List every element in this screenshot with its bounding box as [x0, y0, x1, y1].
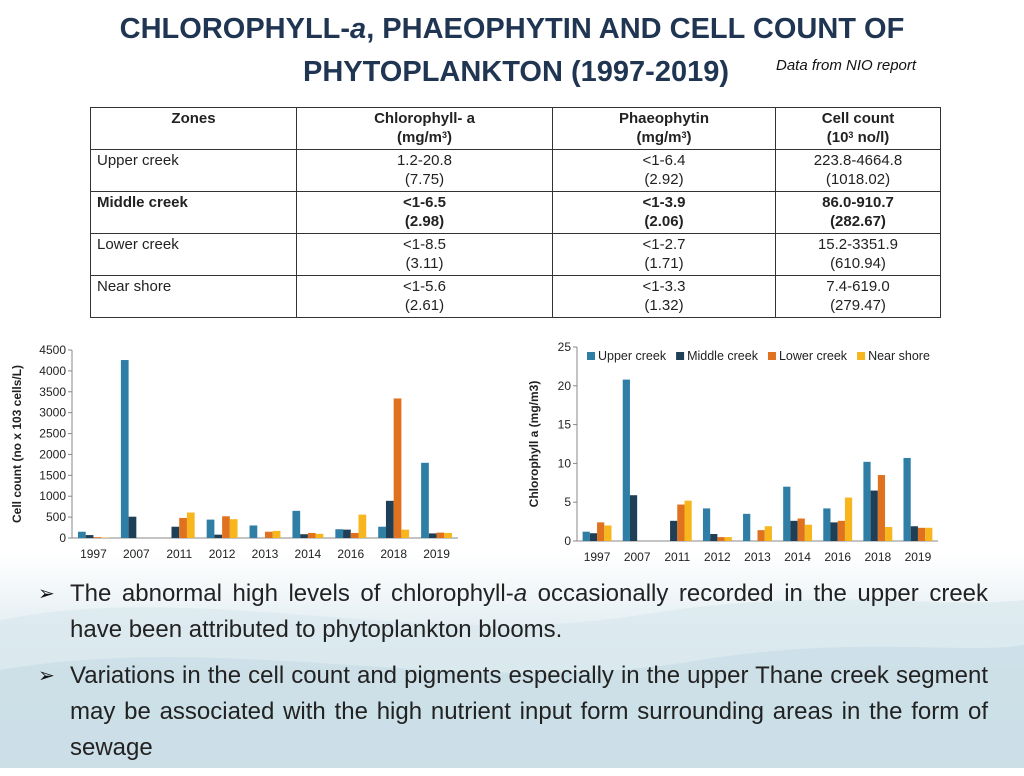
header-cell-count: Cell count ($10^3$ no/l): [776, 108, 941, 150]
y-tick-label: 2500: [39, 427, 66, 441]
bar-upper-2019: [904, 458, 911, 541]
bar-upper-2018: [863, 462, 870, 541]
x-tick-label: 2014: [784, 550, 811, 564]
phaeophytin-cell: <1-3.9 (2.06): [553, 192, 776, 234]
phaeophytin-cell: <1-2.7 (1.71): [553, 234, 776, 276]
zone-cell: Near shore: [91, 276, 297, 318]
bullet-list: [38, 576, 988, 776]
bar-upper-1997: [583, 532, 590, 541]
table-row: [91, 150, 941, 192]
y-tick-label: 25: [558, 340, 572, 354]
bar-near-2019: [925, 528, 932, 541]
x-tick-label: 2016: [337, 547, 364, 561]
x-tick-label: 2007: [123, 547, 150, 561]
bar-upper-2012: [703, 508, 710, 541]
legend-swatch-lower: [768, 352, 776, 360]
bar-lower-2014: [798, 518, 805, 541]
bar-middle-2012: [710, 534, 717, 541]
bar-lower-1997: [597, 522, 604, 541]
bar-middle-2018: [386, 501, 394, 538]
legend-swatch-upper: [587, 352, 595, 360]
chlorophyll-cell: <1-5.6 (2.61): [297, 276, 553, 318]
bar-lower-2012: [222, 516, 230, 538]
bar-upper-2013: [250, 525, 258, 538]
y-tick-label: 20: [558, 379, 572, 393]
bar-upper-1997: [78, 532, 86, 538]
bar-upper-2016: [823, 508, 830, 541]
bar-lower-2011: [179, 518, 187, 538]
legend-swatch-near: [857, 352, 865, 360]
y-tick-label: 10: [558, 456, 572, 470]
x-tick-label: 2019: [905, 550, 932, 564]
zone-cell: Middle creek: [91, 192, 297, 234]
bar-upper-2014: [783, 487, 790, 541]
y-tick-label: 3500: [39, 385, 66, 399]
x-tick-label: 2012: [704, 550, 731, 564]
title-line-1: CHLOROPHYLL-a, PHAEOPHYTIN AND CELL COUNT OF: [0, 8, 1024, 51]
y-tick-label: 500: [46, 510, 66, 524]
bar-middle-1997: [590, 533, 597, 541]
bar-middle-2019: [911, 526, 918, 541]
x-tick-label: 2013: [744, 550, 771, 564]
x-tick-label: 2019: [423, 547, 450, 561]
legend-label-near: Near shore: [868, 349, 930, 363]
bar-near-2016: [845, 498, 852, 541]
y-tick-label: 1000: [39, 489, 66, 503]
bar-lower-2013: [265, 532, 273, 538]
bar-near-2013: [765, 526, 772, 541]
y-tick-label: 4000: [39, 364, 66, 378]
bar-lower-2019: [918, 528, 925, 541]
bar-middle-2016: [831, 522, 838, 541]
bar-middle-2016: [343, 530, 351, 538]
bar-middle-2011: [670, 521, 677, 541]
bar-upper-2013: [743, 514, 750, 541]
bar-upper-2007: [623, 380, 630, 541]
y-tick-label: 0: [59, 531, 66, 545]
cell-count-cell: 15.2-3351.9 (610.94): [776, 234, 941, 276]
y-tick-label: 2000: [39, 447, 66, 461]
header-zones: Zones: [91, 108, 297, 150]
y-tick-label: 3000: [39, 406, 66, 420]
bar-near-2018: [885, 527, 892, 541]
y-axis-label: Chlorophyll a (mg/m3): [527, 381, 541, 508]
y-tick-label: 1500: [39, 468, 66, 482]
cell-count-chart: [0, 330, 470, 570]
y-tick-label: 4500: [39, 343, 66, 357]
title-line-2: PHYTOPLANKTON (1997-2019): [0, 51, 1024, 94]
x-tick-label: 2018: [864, 550, 891, 564]
cell-count-cell: 86.0-910.7 (282.67): [776, 192, 941, 234]
x-tick-label: 2011: [664, 550, 690, 564]
bar-near-2014: [805, 525, 812, 541]
x-tick-label: 2018: [380, 547, 407, 561]
bar-near-2016: [358, 515, 366, 538]
x-tick-label: 2011: [166, 547, 192, 561]
chlorophyll-cell: 1.2-20.8 (7.75): [297, 150, 553, 192]
phaeophytin-cell: <1-6.4 (2.92): [553, 150, 776, 192]
y-tick-label: 5: [564, 495, 571, 509]
x-tick-label: 2012: [209, 547, 236, 561]
chlorophyll-cell: <1-6.5 (2.98): [297, 192, 553, 234]
bar-lower-2014: [308, 533, 316, 538]
cell-count-cell: 7.4-619.0 (279.47): [776, 276, 941, 318]
x-tick-label: 2013: [252, 547, 279, 561]
legend-swatch-middle: [676, 352, 684, 360]
bullet-item: [38, 658, 988, 766]
cell-count-cell: 223.8-4664.8 (1018.02): [776, 150, 941, 192]
bar-middle-2014: [790, 521, 797, 541]
bar-near-2012: [230, 519, 238, 538]
bar-near-2012: [725, 537, 732, 541]
bullet-text: The abnormal high levels of chlorophyll-a occasionally recorded in the upper creek have been attributed to phytoplankton blooms.: [70, 576, 988, 648]
bar-upper-2014: [292, 511, 300, 538]
arrow-bullet-icon: ➢: [38, 576, 70, 648]
bar-upper-2019: [421, 463, 429, 538]
bar-middle-2007: [630, 495, 637, 541]
bar-lower-2019: [437, 533, 445, 538]
zone-cell: Lower creek: [91, 234, 297, 276]
header-chlorophyll: Chlorophyll- a $(mg/m^3)$: [297, 108, 553, 150]
bar-lower-2016: [838, 521, 845, 541]
arrow-bullet-icon: ➢: [38, 658, 70, 766]
x-tick-label: 2007: [624, 550, 651, 564]
chlorophyll-chart: [520, 330, 980, 570]
table-row: [91, 234, 941, 276]
bar-lower-2018: [878, 475, 885, 541]
bar-lower-2011: [677, 505, 684, 541]
bar-middle-2019: [429, 533, 437, 538]
bar-upper-2018: [378, 527, 386, 538]
bar-lower-2012: [717, 537, 724, 541]
x-tick-label: 1997: [584, 550, 611, 564]
bullet-text: Variations in the cell count and pigments especially in the upper Thane creek segment may be associated with the high nutrient input form surrounding areas in the form of sewage: [70, 658, 988, 766]
table-header-row: [91, 108, 941, 150]
legend-label-middle: Middle creek: [687, 349, 759, 363]
bar-near-2018: [401, 530, 409, 538]
bar-middle-2018: [871, 491, 878, 541]
bar-lower-1997: [93, 537, 101, 538]
bar-middle-1997: [86, 535, 94, 538]
bar-middle-2007: [129, 517, 137, 538]
x-tick-label: 2016: [824, 550, 851, 564]
legend-label-lower: Lower creek: [779, 349, 848, 363]
zones-table: [90, 107, 941, 318]
y-tick-label: 15: [558, 418, 572, 432]
bar-upper-2016: [335, 529, 343, 538]
bar-near-2013: [273, 531, 281, 538]
bar-upper-2007: [121, 360, 129, 538]
chlorophyll-cell: <1-8.5 (3.11): [297, 234, 553, 276]
legend-label-upper: Upper creek: [598, 349, 667, 363]
bar-middle-2014: [300, 534, 308, 538]
bar-near-2019: [444, 533, 452, 538]
bar-near-2014: [316, 534, 324, 538]
page-title: [0, 8, 1024, 94]
y-tick-label: 0: [564, 534, 571, 548]
bar-near-2011: [187, 513, 195, 538]
bar-near-1997: [604, 525, 611, 541]
table-row: [91, 192, 941, 234]
bar-lower-2016: [351, 533, 359, 538]
bar-upper-2012: [207, 520, 215, 538]
bar-near-2011: [684, 501, 691, 541]
header-phaeophytin: Phaeophytin $(mg/m^3)$: [553, 108, 776, 150]
source-note: Data from NIO report: [776, 57, 916, 74]
x-tick-label: 2014: [295, 547, 322, 561]
x-tick-label: 1997: [80, 547, 107, 561]
phaeophytin-cell: <1-3.3 (1.32): [553, 276, 776, 318]
bar-lower-2013: [758, 530, 765, 541]
y-axis-label: Cell count (no x 103 cells/L): [10, 365, 24, 523]
table-row: [91, 276, 941, 318]
zone-cell: Upper creek: [91, 150, 297, 192]
bar-middle-2012: [214, 535, 222, 538]
bar-middle-2011: [172, 527, 180, 538]
bar-lower-2018: [394, 398, 402, 538]
bullet-item: [38, 576, 988, 648]
